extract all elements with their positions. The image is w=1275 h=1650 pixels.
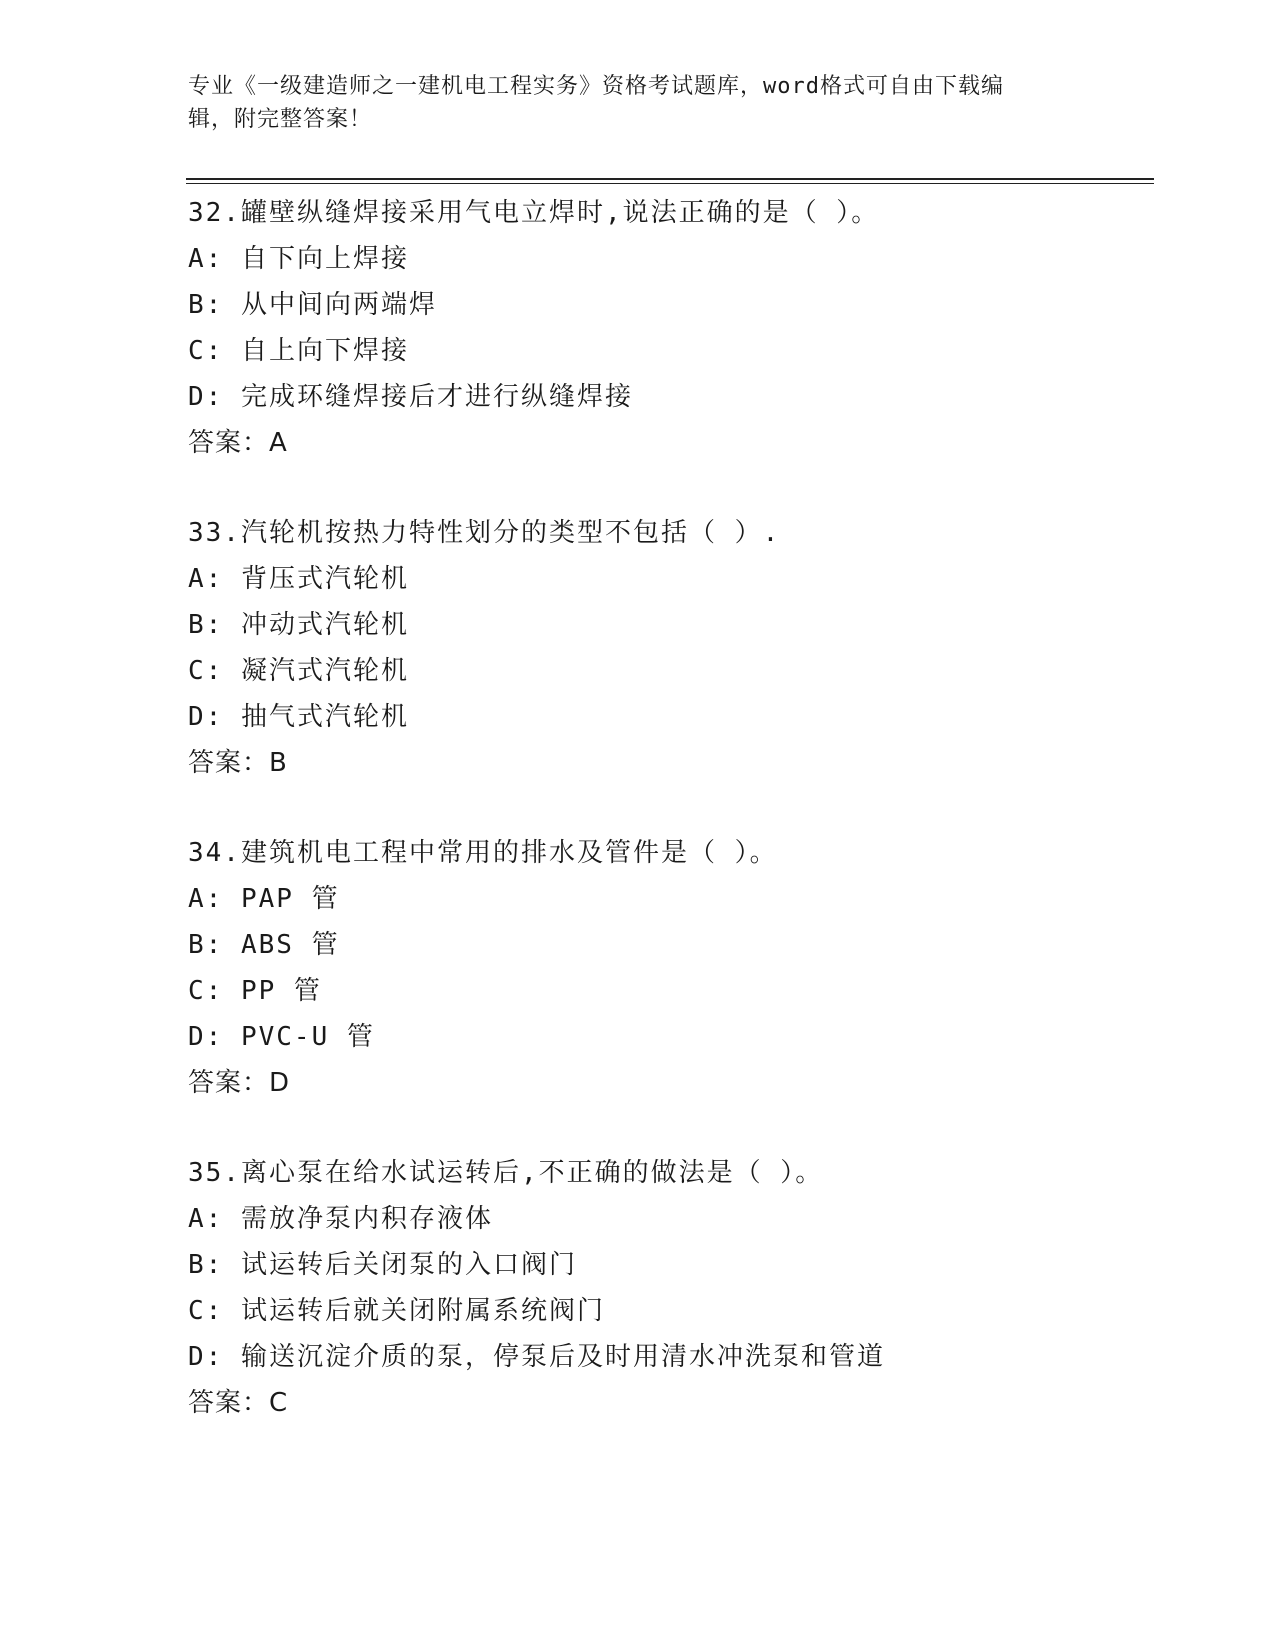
option-a: A: PAP 管 <box>188 884 340 914</box>
header-divider-thick <box>186 178 1154 180</box>
option-d: D: 输送沉淀介质的泵，停泵后及时用清水冲洗泵和管道 <box>188 1342 885 1372</box>
option-d: D: 抽气式汽轮机 <box>188 702 409 732</box>
header-line-2: 辑，附完整答案！ <box>188 107 373 132</box>
answer-line: 答案：A <box>188 428 288 458</box>
question-stem: 33.汽轮机按热力特性划分的类型不包括（ ）. <box>188 518 781 548</box>
question-stem: 35.离心泵在给水试运转后,不正确的做法是（ ）。 <box>188 1158 824 1188</box>
header-divider-thin <box>186 183 1154 184</box>
option-d: D: 完成环缝焊接后才进行纵缝焊接 <box>188 382 633 412</box>
question-34 <box>188 830 1148 1106</box>
question-32 <box>188 190 1148 466</box>
option-c: C: 试运转后就关闭附属系统阀门 <box>188 1296 605 1326</box>
option-a: A: 需放净泵内积存液体 <box>188 1204 493 1234</box>
document-header <box>188 70 1088 136</box>
option-b: B: ABS 管 <box>188 930 340 960</box>
question-35 <box>188 1150 1148 1426</box>
option-c: C: 凝汽式汽轮机 <box>188 656 409 686</box>
question-stem: 32.罐壁纵缝焊接采用气电立焊时,说法正确的是（ ）。 <box>188 198 880 228</box>
option-b: B: 试运转后关闭泵的入口阀门 <box>188 1250 577 1280</box>
answer-line: 答案：C <box>188 1388 289 1418</box>
answer-line: 答案：B <box>188 748 288 778</box>
option-a: A: 自下向上焊接 <box>188 244 409 274</box>
option-d: D: PVC-U 管 <box>188 1022 375 1052</box>
option-b: B: 从中间向两端焊 <box>188 290 437 320</box>
question-33 <box>188 510 1148 786</box>
option-b: B: 冲动式汽轮机 <box>188 610 409 640</box>
option-c: C: 自上向下焊接 <box>188 336 409 366</box>
question-list <box>188 190 1148 1426</box>
answer-line: 答案：D <box>188 1068 291 1098</box>
question-stem: 34.建筑机电工程中常用的排水及管件是（ ）。 <box>188 838 778 868</box>
option-a: A: 背压式汽轮机 <box>188 564 409 594</box>
header-line-1: 专业《一级建造师之一建机电工程实务》资格考试题库，word格式可自由下载编 <box>188 74 1004 99</box>
option-c: C: PP 管 <box>188 976 322 1006</box>
